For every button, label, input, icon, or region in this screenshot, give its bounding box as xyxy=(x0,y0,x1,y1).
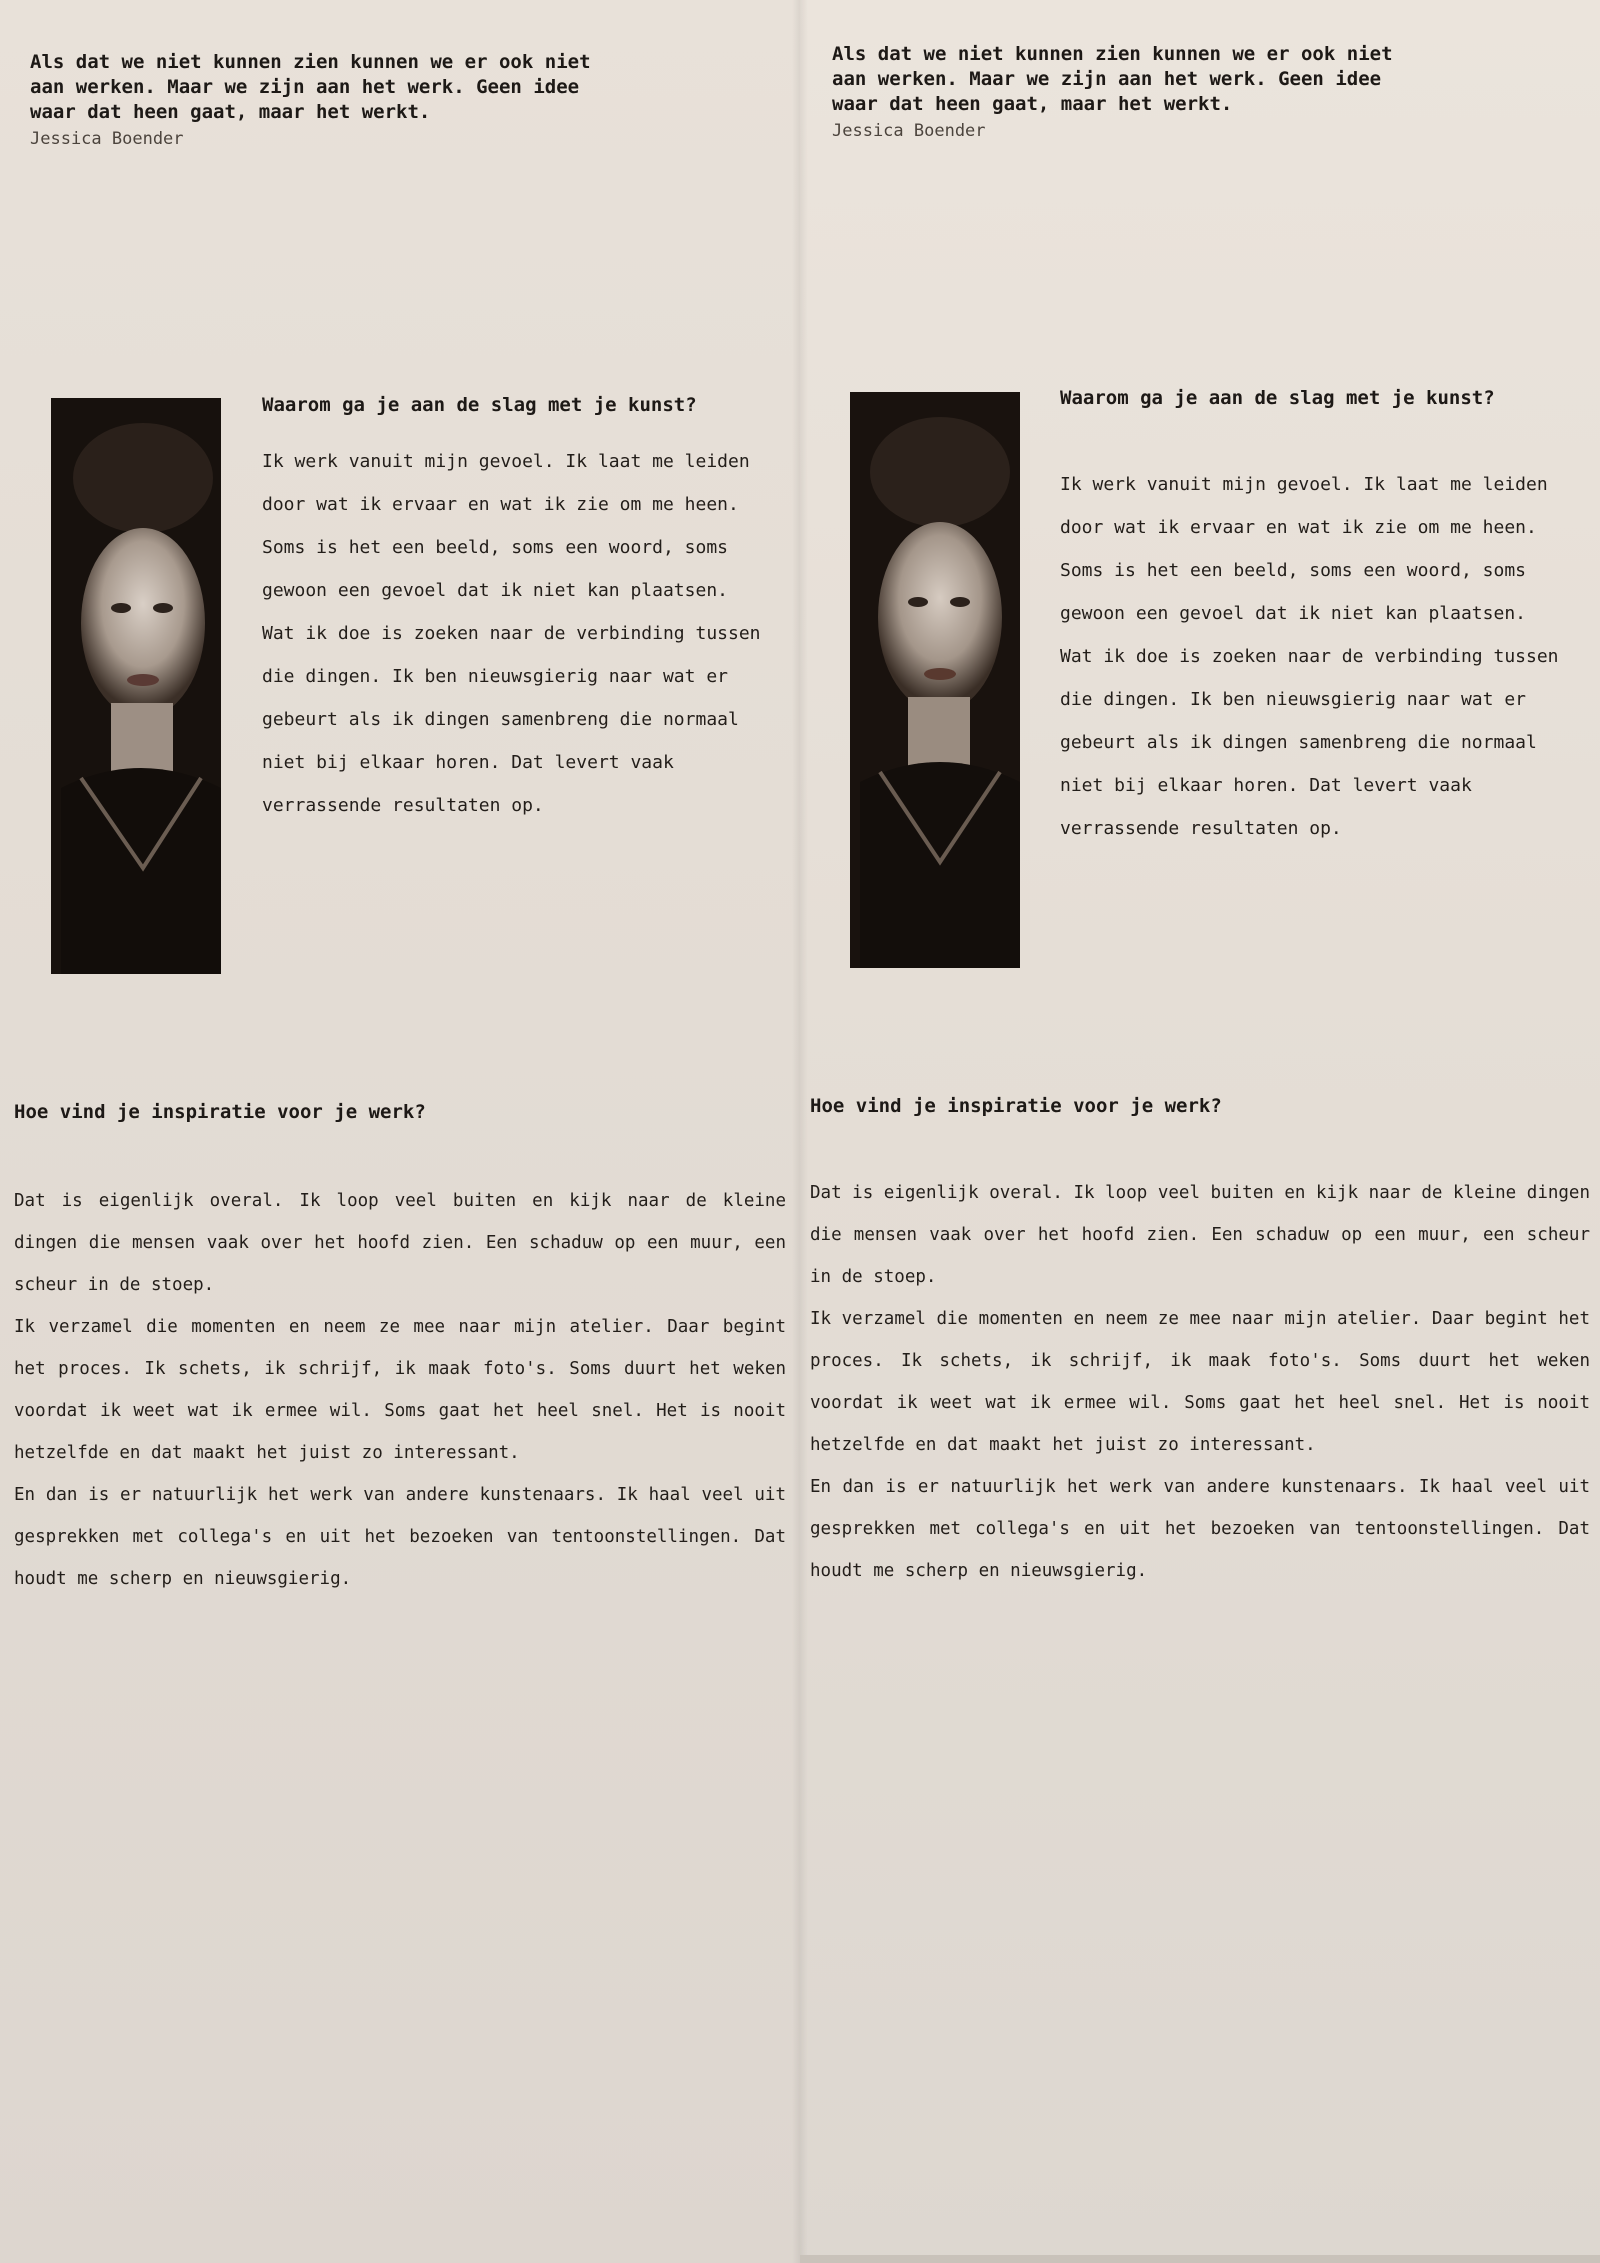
section-paragraph: Ik verzamel die momenten en neem ze mee naar mijn atelier. Daar begint het proces. Ik schets, ik schrijf, ik maak foto's. Soms duurt het weken voordat ik weet wat ik ermee wil. Soms gaat het heel snel. Het is nooit hetzelfde en dat maakt het juist zo interessant. xyxy=(810,1309,1590,1455)
page-edge xyxy=(800,2255,1600,2263)
qa-title: Waarom ga je aan de slag met je kunst? xyxy=(1060,387,1495,409)
section-body xyxy=(810,1172,1590,1592)
qa-title: Waarom ga je aan de slag met je kunst? xyxy=(262,394,697,416)
section-paragraph: En dan is er natuurlijk het werk van andere kunstenaars. Ik haal veel uit gesprekken met collega's en uit het bezoeken van tentoonstellingen. Dat houdt me scherp en nieuwsgierig. xyxy=(14,1485,786,1589)
quote-text: Als dat we niet kunnen zien kunnen we er ook niet aan werken. Maar we zijn aan het werk. Geen idee waar dat heen gaat, maar het werkt. xyxy=(832,43,1393,115)
quote-attribution: Jessica Boender xyxy=(832,121,986,141)
section-paragraph: Dat is eigenlijk overal. Ik loop veel buiten en kijk naar de kleine dingen die mensen vaak over het hoofd zien. Een schaduw op een muur, een scheur in de stoep. xyxy=(810,1183,1590,1287)
portrait-image xyxy=(850,392,1020,968)
pull-quote xyxy=(30,50,620,152)
right-page xyxy=(800,0,1600,2263)
section-paragraph: Dat is eigenlijk overal. Ik loop veel buiten en kijk naar de kleine dingen die mensen vaak over het hoofd zien. Een schaduw op een muur, een scheur in de stoep. xyxy=(14,1191,786,1295)
portrait-image xyxy=(51,398,221,974)
section-body xyxy=(14,1180,786,1600)
qa-paragraph: Wat ik doe is zoeken naar de verbinding tussen die dingen. Ik ben nieuwsgierig naar wat er gebeurt als ik dingen samenbreng die normaal niet bij elkaar horen. Dat levert vaak verrassende resultaten op. xyxy=(262,623,761,816)
quote-text: Als dat we niet kunnen zien kunnen we er ook niet aan werken. Maar we zijn aan het werk. Geen idee waar dat heen gaat, maar het werkt. xyxy=(30,51,591,123)
qa-body xyxy=(262,440,772,827)
qa-paragraph: Wat ik doe is zoeken naar de verbinding tussen die dingen. Ik ben nieuwsgierig naar wat er gebeurt als ik dingen samenbreng die normaal niet bij elkaar horen. Dat levert vaak verrassende resultaten op. xyxy=(1060,646,1559,839)
portrait-photo xyxy=(850,392,1020,968)
qa-paragraph: Ik werk vanuit mijn gevoel. Ik laat me leiden door wat ik ervaar en wat ik zie om me heen. Soms is het een beeld, soms een woord, soms gewoon een gevoel dat ik niet kan plaatsen. xyxy=(1060,474,1548,624)
page-gutter xyxy=(792,0,808,2263)
pull-quote xyxy=(832,42,1422,144)
qa-body xyxy=(1060,463,1570,850)
section-paragraph: Ik verzamel die momenten en neem ze mee naar mijn atelier. Daar begint het proces. Ik schets, ik schrijf, ik maak foto's. Soms duurt het weken voordat ik weet wat ik ermee wil. Soms gaat het heel snel. Het is nooit hetzelfde en dat maakt het juist zo interessant. xyxy=(14,1317,786,1463)
quote-attribution: Jessica Boender xyxy=(30,129,184,149)
portrait-photo xyxy=(51,398,221,974)
section-title: Hoe vind je inspiratie voor je werk? xyxy=(810,1095,1222,1117)
qa-paragraph: Ik werk vanuit mijn gevoel. Ik laat me leiden door wat ik ervaar en wat ik zie om me heen. Soms is het een beeld, soms een woord, soms gewoon een gevoel dat ik niet kan plaatsen. xyxy=(262,451,750,601)
section-paragraph: En dan is er natuurlijk het werk van andere kunstenaars. Ik haal veel uit gesprekken met collega's en uit het bezoeken van tentoonstellingen. Dat houdt me scherp en nieuwsgierig. xyxy=(810,1477,1590,1581)
section-title: Hoe vind je inspiratie voor je werk? xyxy=(14,1101,426,1123)
